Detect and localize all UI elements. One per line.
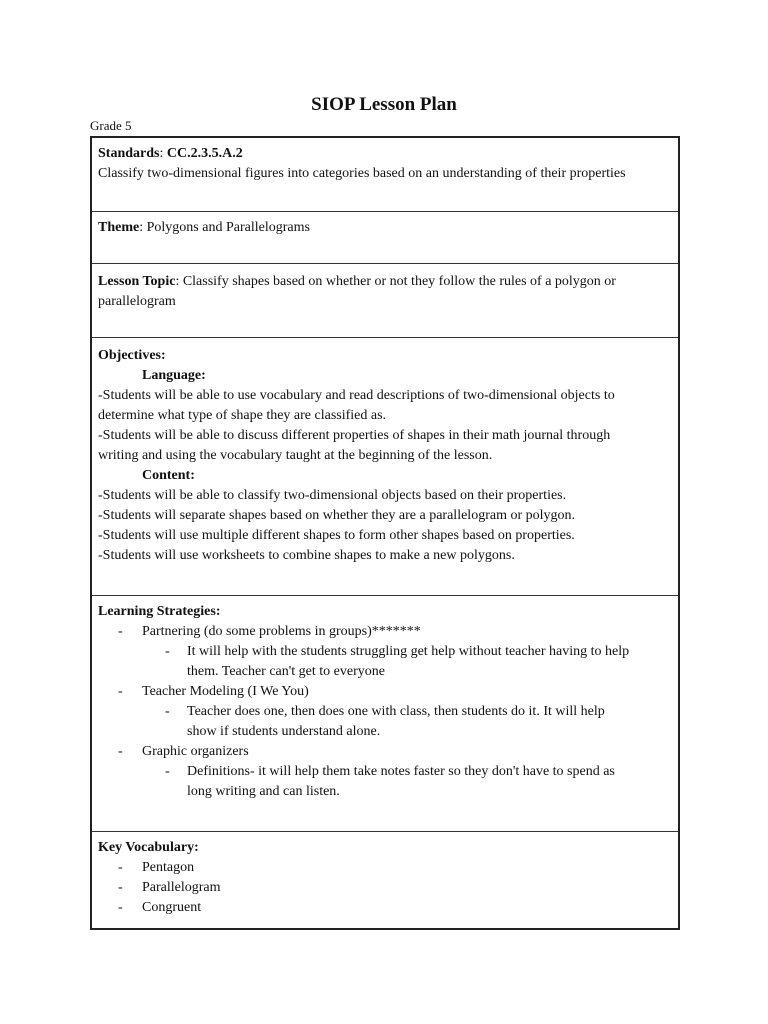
standards-label: Standards	[98, 146, 160, 161]
learning-strategies-section	[92, 596, 678, 832]
key-vocabulary-label: Key Vocabulary:	[98, 840, 199, 855]
theme-label: Theme	[98, 220, 140, 235]
content-objective-line: -Students will use worksheets to combine shapes to make a new polygons.	[98, 548, 515, 563]
lesson-topic-section: Lesson Topic: Classify shapes based on whether or not they follow the rules of a polygon or parallelogram	[92, 264, 678, 338]
lesson-topic-text: Classify shapes based on whether or not they follow the rules of a polygon or	[182, 274, 616, 289]
strategy-subitem-cont: them. Teacher can't get to everyone	[187, 664, 385, 679]
language-label: Language:	[142, 368, 206, 383]
strategy-subitem-cont: show if students understand alone.	[187, 724, 381, 739]
grade-label: Grade 5	[90, 118, 132, 133]
standards-text: Classify two-dimensional figures into categories based on an understanding of their properties	[98, 166, 626, 181]
content-objective-line: -Students will be able to classify two-dimensional objects based on their properties.	[98, 488, 567, 503]
strategy-subitem-cont: long writing and can listen.	[187, 784, 340, 799]
learning-strategies-label: Learning Strategies:	[98, 604, 221, 619]
objectives-label: Objectives:	[98, 348, 166, 363]
standards-code: CC.2.3.5.A.2	[166, 146, 243, 161]
standards-section: Standards: CC.2.3.5.A.2 Classify two-dimensional figures into categories based on an understanding of their properties	[92, 138, 678, 212]
objectives-section	[92, 338, 678, 596]
language-objective-line: -Students will be able to discuss different properties of shapes in their math journal through	[98, 428, 611, 443]
strategy-subitem: - It will help with the students struggling get help without teacher having to help	[165, 644, 630, 659]
language-objective-line: -Students will be able to use vocabulary and read descriptions of two-dimensional objects to	[98, 388, 615, 403]
lesson-topic-text-cont: parallelogram	[98, 294, 176, 309]
strategy-subitem: - Teacher does one, then does one with class, then students do it. It will help	[165, 704, 605, 719]
content-label: Content:	[142, 468, 195, 483]
page-title: SIOP Lesson Plan	[311, 94, 457, 115]
strategy-item: - Graphic organizers	[118, 744, 249, 759]
strategy-item: - Teacher Modeling (I We You)	[118, 684, 309, 699]
theme-text: Polygons and Parallelograms	[146, 220, 310, 235]
content-objective-line: -Students will separate shapes based on whether they are a parallelogram or polygon.	[98, 508, 576, 523]
strategy-item: - Partnering (do some problems in groups)*******	[118, 624, 421, 639]
content-objective-line: -Students will use multiple different shapes to form other shapes based on properties.	[98, 528, 575, 543]
language-objective-line: determine what type of shape they are classified as.	[98, 408, 387, 423]
theme-section: Theme: Polygons and Parallelograms	[92, 212, 678, 264]
language-objective-line: writing and using the vocabulary taught at the beginning of the lesson.	[98, 448, 493, 463]
key-vocabulary-section	[92, 832, 678, 928]
lesson-plan-table	[90, 136, 680, 930]
strategy-subitem: - Definitions- it will help them take notes faster so they don't have to spend as	[165, 764, 615, 779]
vocabulary-item: - Congruent	[118, 900, 202, 915]
vocabulary-item: - Pentagon	[118, 860, 195, 875]
lesson-topic-label: Lesson Topic	[98, 274, 176, 289]
vocabulary-item: - Parallelogram	[118, 880, 221, 895]
